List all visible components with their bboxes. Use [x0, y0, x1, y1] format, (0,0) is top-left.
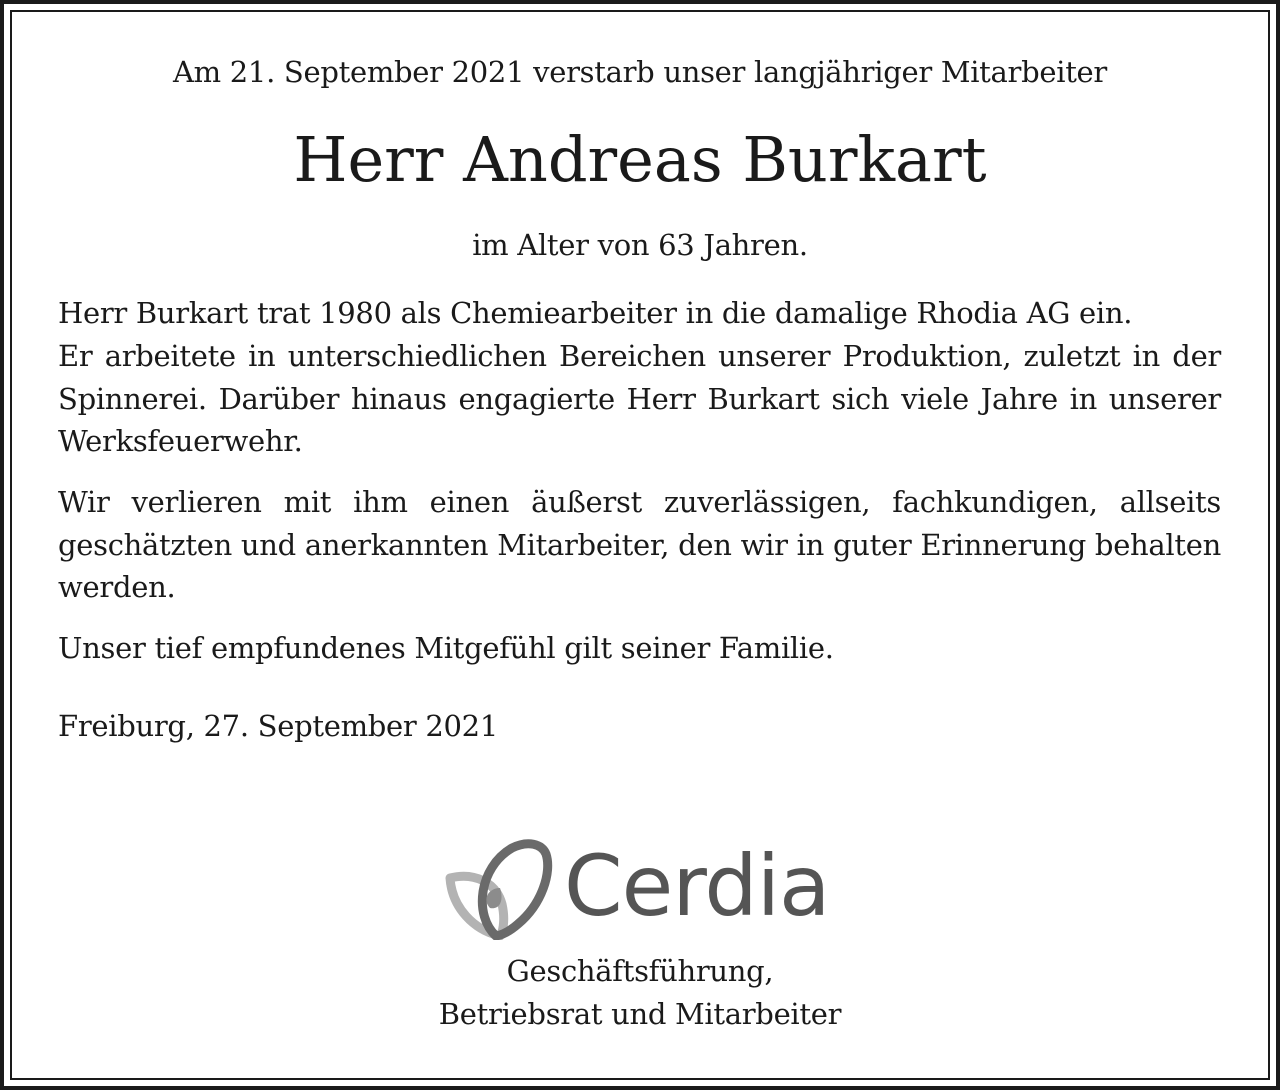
- paragraph-condolence: Unser tief empfundenes Mitgefühl gilt seiner Familie.: [58, 631, 834, 665]
- place-date: Freiburg, 27. September 2021: [58, 709, 498, 743]
- intro-line: Am 21. September 2021 verstarb unser langjähriger Mitarbeiter: [173, 55, 1107, 89]
- paragraph-career: Er arbeitete in unterschiedlichen Bereichen unserer Produktion, zuletzt in der Spinnerei. Darüber hinaus engagierte Herr Burkart sich viele Jahre in unserer Werksfeuerwehr.: [58, 339, 1221, 458]
- leaf-icon: [444, 838, 554, 940]
- paragraph-joined: Herr Burkart trat 1980 als Chemiearbeiter in die damalige Rhodia AG ein.: [58, 296, 1133, 330]
- signatories: [0, 950, 1280, 1036]
- paragraph-tribute: Wir verlieren mit ihm einen äußerst zuverlässigen, fachkundigen, allseits geschätzten und anerkannten Mitarbeiter, den wir in guter Erinnerung behalten werden.: [58, 485, 1221, 604]
- age-line: im Alter von 63 Jahren.: [472, 228, 808, 262]
- logo-wordmark: Cerdia: [564, 837, 830, 935]
- signers-line-2: Betriebsrat und Mitarbeiter: [438, 997, 842, 1031]
- cerdia-logo: [444, 838, 844, 940]
- signers-line-1: Geschäftsführung,: [506, 954, 774, 988]
- deceased-name: Herr Andreas Burkart: [293, 123, 987, 196]
